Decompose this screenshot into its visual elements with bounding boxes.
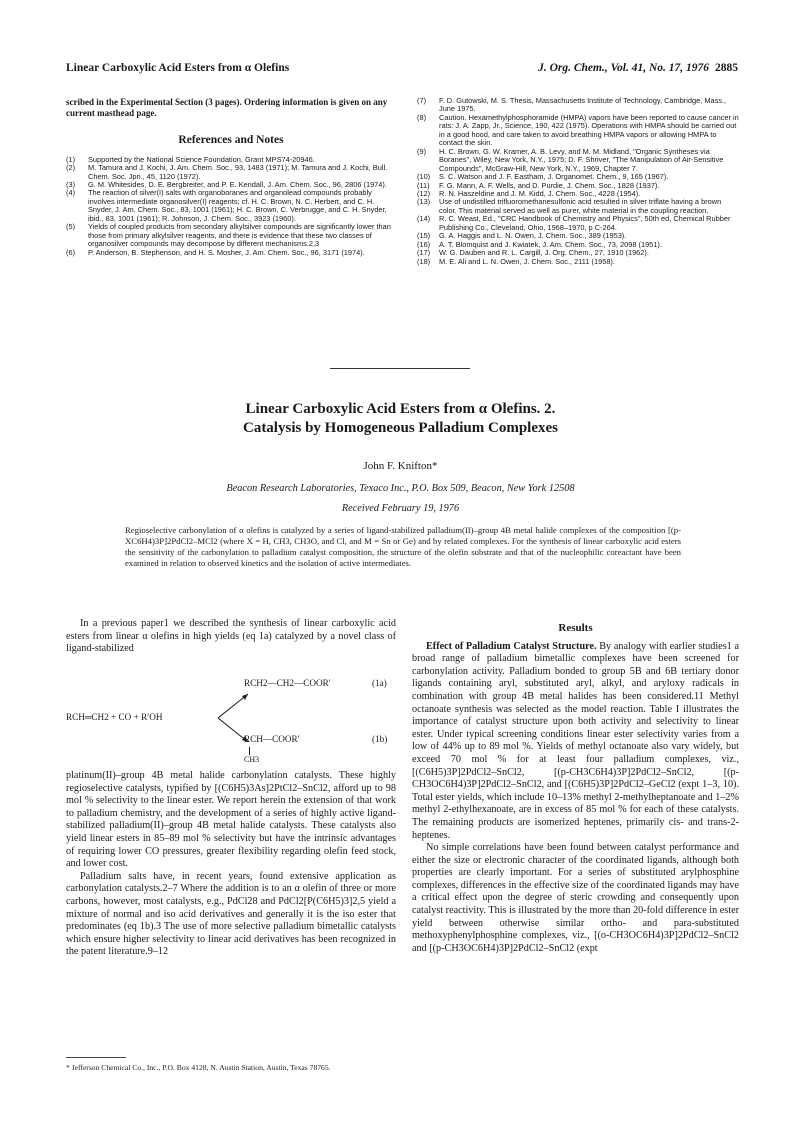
reference-text: Yields of coupled products from secondary alkylsilver compounds are significantly lower than those from primary alkylsilver reagents, and there is evidence that these two classes of organosilver compounds may decompose by different mechanisms.2,3 (88, 222, 391, 249)
reference-number: (15) (417, 231, 431, 241)
bond-line (249, 747, 250, 755)
reference-number: (3) (66, 179, 76, 189)
reference-text: P. Anderson, B. Stephenson, and H. S. Mosher, J. Am. Chem. Soc., 96, 3171 (1974). (88, 247, 365, 257)
reference-number: (10) (417, 172, 431, 182)
label-1b: (1b) (372, 734, 388, 744)
left-body-continued (66, 770, 396, 959)
results-paragraph-2: No simple correlations have been found between catalyst performance and either the size or electronic character of the coordinated ligands, although both properties are clearly important. For a series of substituted arylphosphine complexes, differences in the effective size of the coordinated ligands may have a critical effect upon the degree of steric crowding and consequently upon catalyst reactivity. This is illustrated by the more than 20-fold difference in ester yield between otherwise similar ortho- and para-substituted methoxyphenylphosphine complexes, viz., [(o-CH3OC6H4)3P]2PdCl2–SnCl2 and [(p-CH3OC6H4)3P]2PdCl2–SnCl2 (expt (412, 842, 739, 954)
title-line-1: Linear Carboxylic Acid Esters from α Olefins. 2. (245, 401, 556, 417)
reference-number: (16) (417, 239, 431, 249)
paragraph-1: In a previous paper1 we described the synthesis of linear carboxylic acid esters from linear α olefins in high yields (eq 1a) catalyzed by a novel class of ligand-stabilized (66, 618, 396, 655)
reference-number: (18) (417, 256, 431, 266)
reference-number: (5) (66, 222, 76, 232)
reference-item (417, 198, 739, 215)
references-list-left (66, 156, 396, 257)
reference-item (417, 114, 739, 148)
intro-fragment: scribed in the Experimental Section (3 pages). Ordering information is given on any current masthead page. (66, 97, 388, 118)
received-date: Received February 19, 1976 (341, 503, 460, 514)
product-branched: RCH—COOR′ (244, 734, 300, 744)
article-title (60, 400, 741, 438)
reference-text: G. M. Whitesides, D. E. Bergbreiter, and P. E. Kendall, J. Am. Chem. Soc., 96, 2806 (1974). (88, 179, 387, 189)
reference-number: (8) (417, 112, 427, 122)
reference-number: (7) (417, 96, 427, 105)
reference-text: G. A. Haggis and L. N. Owen, J. Chem. Soc., 389 (1953). (439, 231, 627, 241)
subheading: Effect of Palladium Catalyst Structure. (426, 640, 597, 652)
reference-text: S. C. Watson and J. F. Eastham, J. Organomet. Chem., 9, 165 (1967). (439, 172, 669, 182)
reference-item (66, 223, 396, 248)
left-body-column (66, 618, 396, 656)
reference-text: W. G. Dauben and R. L. Cargill, J. Org. Chem., 27, 1910 (1962). (439, 248, 649, 258)
left-top-column (66, 97, 396, 257)
page-number: 2885 (715, 62, 738, 74)
running-head: Linear Carboxylic Acid Esters from α Olefins (66, 62, 290, 74)
paragraph-3: Palladium salts have, in recent years, found extensive application as carbonylation catalysts.2–7 Where the addition is to an α olefin of three or more carbons, however, most catalysts, e.g., PdCl28 and PdCl2[P(C6H5)3]2,5 yield a mixture of normal and iso acid derivatives and generally it is the iso ester that predominates (eq 1b).3 The use of more selective palladium bimetallic catalysts which ensure higher selectivity to linear acid derivatives has been recognized in the patent literature.9–12 (66, 870, 396, 958)
journal-name: J. Org. Chem., Vol. 41, No. 17, 1976 (538, 62, 709, 74)
reference-text: F. G. Mann, A. F. Wells, and D. Purdie, J. Chem. Soc., 1828 (1937). (439, 180, 660, 190)
title-line-2: Catalysis by Homogeneous Palladium Complexes (242, 420, 558, 436)
reference-text: Supported by the National Science Foundation, Grant MPS74-20946. (88, 154, 315, 164)
references-list-right (417, 97, 739, 266)
reference-item (417, 97, 739, 114)
reference-number: (11) (417, 180, 430, 190)
reference-text: The reaction of silver(I) salts with organoboranes and organolead compounds probably involves intermediate organosilver(I) reagents; cf. H. C. Brown, N. C. Herbert, and C. H. Snyder, J. Am. Chem. Soc., 83, 1001 (1961); H. C. Brown, C. Verbrugge, and C. H. Snyder, ibid., 83, 1001 (1961); R. Johnson, J. Chem. Soc., 3923 (1960). (88, 188, 387, 223)
paragraph-2: platinum(II)–group 4B metal halide carbonylation catalysts. These highly regioselective catalysts, typified by [(C6H5)3As]2PtCl2–SnCl2, afford up to 98 mol % selectivity to the linear ester. We report herein the extension of that work to palladium chemistry, and the development of a series of highly active ligand-stabilized palladium(II)–group 4B metal halide catalysts. These catalysts also yield linear esters in 85–89 mol % selectivity but have the intrinsic advantages of requiring lower CO pressures, greater flexibility regarding olefin feed stock, and lower cost. (66, 770, 396, 870)
reference-number: (12) (417, 188, 431, 198)
reference-number: (14) (417, 214, 431, 224)
reference-number: (4) (66, 188, 76, 198)
right-body-column (412, 622, 739, 955)
reactants: RCH═CH2 + CO + R′OH (66, 712, 163, 722)
reference-item (417, 215, 739, 232)
affiliation: Beacon Research Laboratories, Texaco Inc., P.O. Box 509, Beacon, New York 12508 (226, 483, 575, 494)
references-heading: References and Notes (178, 134, 284, 146)
reference-item (66, 249, 396, 257)
results-heading: Results (558, 622, 593, 634)
reference-text: M. E. Ali and L. N. Owen, J. Chem. Soc., 2111 (1958). (439, 256, 615, 266)
journal-citation (430, 62, 738, 74)
reaction-scheme (66, 672, 396, 764)
product-linear: RCH2—CH2—COOR′ (244, 678, 331, 688)
reference-text: A. T. Blomquist and J. Kwiatek, J. Am. Chem. Soc., 73, 2098 (1951). (439, 239, 662, 249)
reference-text: F. D. Gutowski, M. S. Thesis, Massachusetts Institute of Technology, Cambridge, Mass., June 1975. (439, 96, 727, 114)
results-paragraph-1: By analogy with earlier studies1 a broad range of palladium bimetallic complexes have been screened for carbonylation activity. Palladium bonded to group 5B and 6B tertiary donor ligands containing aryl, substituted aryl, alkyl, and aryloxy radicals in combination with group 4B metal halides has been considered.11 Methyl octanoate synthesis was selected as the model reaction. Table I illustrates the importance of catalyst structure upon both activity and selectivity to linear ester. Under typical screening conditions linear ester selectivity varies from a low of 44% up to 89 mol %. Yields of methyl octanoate also vary widely, but exceed 70 mol % for at least four palladium complexes, viz., [(C6H5)3P]2PdCl2–SnCl2, [(p-CH3C6H4)3P]2PdCl2–SnCl2, [(p-CH3OC6H4)3P]2PdCl2–SnCl2, and [(C6H5)3P]2PdCl2–GeCl2 (expt 1–3, 10). Total ester yields, which include 10–13% methyl 2-methylheptanoate and 1–2% methyl 2-ethylhexanoate, are in excess of 85 mol % for each of these catalysts. The remaining products are isomerized heptenes, primarily cis- and trans-2-heptenes. (412, 640, 739, 841)
reference-item (66, 164, 396, 181)
abstract: Regioselective carbonylation of α olefins is catalyzed by a series of ligand-stabilized palladium(II)–group 4B metal halide complexes of the composition [(p-XC6H4)3P]2PdCl2–MCl2 (where X = H, CH3, CH3O, and Cl, and M = Sn or Ge) and by related complexes. For the synthesis of linear carboxylic acid esters the sensitivity of the carbonylation to palladium catalyst composition, the structure of the olefin substrate and that of the nucleophilic coreactant have been examined in relation to observed kinetics and the isolation of active intermediates. (125, 525, 681, 568)
reference-text: Use of undistilled trifluoromethanesulfonic acid resulted in silver triflate having a brown color. This material served as well as purer, white material in the coupling reaction. (439, 197, 722, 215)
reference-number: (2) (66, 163, 76, 173)
author: John F. Knifton* (363, 460, 438, 472)
reference-number: (6) (66, 247, 76, 257)
reference-number: (9) (417, 146, 427, 156)
reference-text: R. C. Weast, Ed., "CRC Handbook of Chemistry and Physics", 50th ed, Chemical Rubber Publishing Co., Cleveland, Ohio, 1968–1970, p C-264. (439, 214, 731, 232)
reference-text: Caution. Hexamethylphosphoramide (HMPA) vapors have been reported to cause cancer in rats: J. A. Zapp, Jr., Science, 190, 422 (1975). Operations with HMPA should be carried out in a good hood, and care taken to avoid breathing HMPA vapors or allowing HMPA to contact the skin. (439, 112, 739, 148)
reference-item (66, 189, 396, 223)
reference-number: (1) (66, 154, 76, 164)
reference-text: M. Tamura and J. Kochi, J. Am. Chem. Soc., 93, 1483 (1971); M. Tamura and J. Kochi, Bull. Chem. Soc. Jpn., 45, 1120 (1972). (88, 163, 388, 181)
reference-number: (13) (417, 197, 431, 207)
methyl-group: CH3 (244, 755, 260, 764)
reference-number: (17) (417, 248, 431, 258)
label-1a: (1a) (372, 678, 387, 688)
reference-text: H. C. Brown, G. W. Kramer, A. B. Levy, and M. M. Midland, "Organic Syntheses via Boranes", Wiley, New York, N.Y., 1975; D. F. Shriver, "The Manipulation of Air-Sensitive Compounds", McGraw-Hill, New York, N.Y., 1969, Chapter 7. (439, 146, 724, 173)
reference-item (417, 258, 739, 266)
section-divider (330, 368, 470, 369)
footnote: * Jefferson Chemical Co., Inc., P.O. Box 4128, N. Austin Station, Austin, Texas 78765. (66, 1063, 331, 1072)
reference-item (417, 148, 739, 173)
footnote-rule (66, 1057, 126, 1058)
reference-text: R. N. Haszeldine and J. M. Kidd, J. Chem. Soc., 4228 (1954). (439, 188, 641, 198)
